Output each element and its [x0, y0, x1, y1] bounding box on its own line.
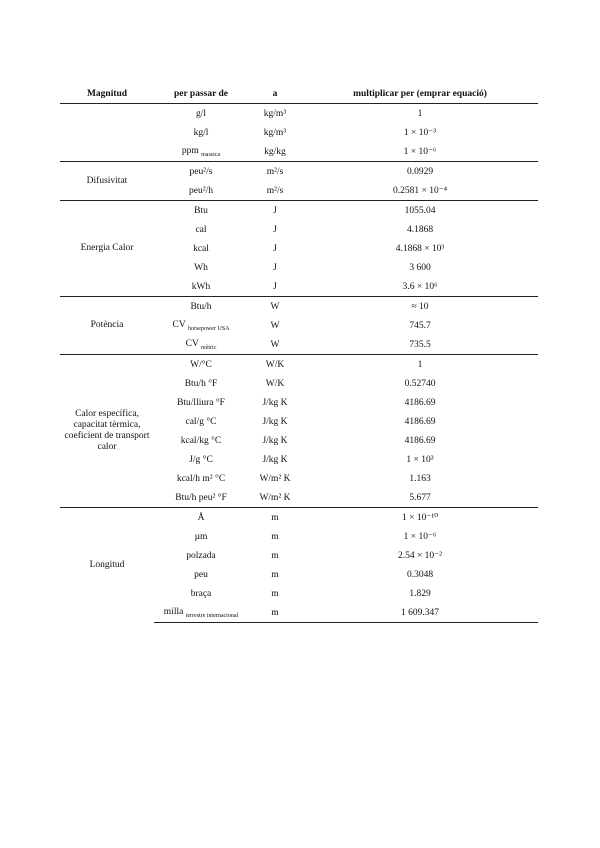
to-unit-cell: m [271, 550, 279, 561]
from-unit: Btu/lliura °F [177, 397, 225, 408]
table-row [60, 355, 538, 375]
from-unit: g/l [195, 108, 207, 119]
from-unit-cell [154, 181, 248, 201]
factor-cell: 4186.69 [404, 416, 436, 427]
factor-cell: 1 [302, 355, 538, 375]
from-unit: Wh [194, 262, 208, 273]
factor-cell: 745.7 [409, 320, 431, 331]
to-unit-cell: m [248, 603, 302, 623]
to-unit-cell: J [273, 262, 277, 273]
factor-cell: 1 × 10⁻⁶ [403, 532, 437, 542]
to-unit-cell: J [248, 201, 302, 221]
to-unit-cell: m²/s [248, 162, 302, 182]
magnitude-cell: Longitud [60, 508, 154, 623]
from-unit: braça [190, 588, 212, 599]
from-unit-cell [154, 258, 248, 277]
from-unit-cell [154, 316, 248, 335]
header-multiplicar-per: multiplicar per (emprar equació) [302, 85, 538, 104]
table-header-row [60, 85, 538, 104]
from-unit-cell [154, 162, 248, 182]
to-unit-cell: kg/m³ [263, 127, 287, 138]
from-unit: µm [194, 531, 208, 542]
to-unit-cell: J/kg K [262, 435, 288, 446]
factor-cell: 0.3048 [406, 569, 434, 580]
header-magnitud: Magnitud [60, 85, 154, 104]
from-unit-cell [154, 603, 248, 623]
from-unit: cal [195, 224, 207, 235]
from-unit-cell [154, 277, 248, 297]
from-unit: peu²/s [189, 166, 213, 177]
unit-conversion-table [60, 85, 538, 623]
from-unit-cell [154, 527, 248, 546]
factor-cell: 1 × 10⁻³ [403, 128, 437, 138]
from-unit-cell [154, 488, 248, 508]
to-unit-cell: W [270, 320, 280, 331]
from-unit-subscript: terrestre internacional [185, 612, 239, 619]
factor-cell: 1 609.347 [302, 603, 538, 623]
table-row [60, 508, 538, 528]
from-unit-cell [154, 546, 248, 565]
from-unit: kcal [193, 243, 209, 254]
factor-cell: 0.2581 × 10⁻⁴ [392, 186, 448, 196]
to-unit-cell: W/m² K [259, 492, 291, 503]
factor-cell: 1 [302, 104, 538, 124]
from-unit-subscript: massica [201, 151, 221, 158]
magnitude-cell: Energia Calor [60, 201, 154, 297]
factor-cell: 1055.04 [302, 201, 538, 221]
from-unit: peu [194, 569, 208, 580]
from-unit-cell [154, 374, 248, 393]
to-unit-cell: W [270, 339, 280, 350]
from-unit-cell [154, 508, 248, 528]
to-unit-cell: m [271, 531, 279, 542]
factor-cell: 1.163 [409, 473, 431, 484]
from-unit: milla [163, 606, 184, 617]
from-unit-cell [154, 355, 248, 375]
magnitude-cell: Difusivitat [60, 162, 154, 201]
from-unit: CV [172, 319, 186, 330]
magnitude-cell: Potència [60, 297, 154, 355]
factor-cell: 1 × 10³ [406, 454, 434, 465]
table-row [60, 162, 538, 182]
from-unit-cell [154, 412, 248, 431]
from-unit: CV [185, 338, 199, 349]
factor-cell: 0.0929 [302, 162, 538, 182]
from-unit-cell [154, 565, 248, 584]
from-unit: polzada [186, 550, 216, 561]
to-unit-cell: kg/m³ [248, 104, 302, 124]
table-row [60, 201, 538, 221]
from-unit: Btu/h °F [184, 378, 218, 389]
from-unit: kcal/kg °C [180, 435, 222, 446]
factor-cell: 3 600 [409, 262, 431, 273]
to-unit-cell: m²/s [266, 185, 284, 196]
to-unit-cell: W/K [248, 355, 302, 375]
to-unit-cell: W/K [265, 378, 285, 389]
factor-cell: 1 × 10⁻¹⁰ [302, 508, 538, 528]
magnitude-cell [60, 104, 154, 162]
from-unit: kcal/h m² °C [176, 473, 226, 484]
to-unit-cell: J [273, 281, 277, 292]
to-unit-cell: J [273, 243, 277, 254]
from-unit-cell [154, 469, 248, 488]
from-unit-subscript: horsepower USA [187, 325, 230, 332]
header-a: a [248, 85, 302, 104]
from-unit-cell [154, 584, 248, 603]
factor-cell: 4186.69 [404, 397, 436, 408]
to-unit-cell: m [271, 569, 279, 580]
from-unit-cell [154, 201, 248, 221]
from-unit: ppm [181, 145, 199, 156]
to-unit-cell: J/kg K [262, 454, 288, 465]
from-unit: W/°C [190, 359, 212, 370]
from-unit-cell [154, 431, 248, 450]
to-unit-cell: m [248, 508, 302, 528]
factor-cell: 4.1868 [406, 224, 434, 235]
factor-cell: 1 × 10⁻⁶ [403, 147, 437, 157]
factor-cell: 4186.69 [404, 435, 436, 446]
factor-cell: 3.6 × 10⁶ [402, 281, 438, 292]
from-unit-cell [154, 142, 248, 162]
factor-cell: ≈ 10 [302, 297, 538, 317]
from-unit: Å [197, 512, 205, 523]
factor-cell: 2.54 × 10⁻² [397, 551, 443, 561]
from-unit-cell [154, 220, 248, 239]
from-unit: Btu [194, 205, 208, 216]
from-unit-subscript: mètric [201, 344, 217, 351]
from-unit-cell [154, 104, 248, 124]
to-unit-cell: m [271, 588, 279, 599]
to-unit-cell: J [273, 224, 277, 235]
from-unit: Btu/h [190, 301, 212, 312]
from-unit: Btu/h peu² °F [175, 492, 227, 503]
from-unit: peu²/h [189, 185, 213, 196]
to-unit-cell: J/kg K [262, 416, 288, 427]
factor-cell: 1.829 [409, 588, 431, 599]
from-unit-cell [154, 297, 248, 317]
factor-cell: 4.1868 × 10³ [395, 243, 445, 254]
from-unit-cell [154, 450, 248, 469]
from-unit-cell [154, 239, 248, 258]
to-unit-cell: kg/kg [264, 146, 286, 157]
from-unit-cell [154, 123, 248, 142]
from-unit: cal/g °C [185, 416, 217, 427]
from-unit: kg/l [193, 127, 209, 138]
header-per-passar-de: per passar de [154, 85, 248, 104]
from-unit: kWh [191, 281, 211, 292]
factor-cell: 735.5 [409, 339, 431, 350]
magnitude-cell: Calor específica, capacitat tèrmica, coeficient de transport calor [60, 355, 154, 508]
table-row [60, 297, 538, 317]
to-unit-cell: W [248, 297, 302, 317]
from-unit-cell [154, 335, 248, 355]
from-unit-cell [154, 393, 248, 412]
to-unit-cell: W/m² K [259, 473, 291, 484]
factor-cell: 5.677 [409, 492, 431, 503]
table-row [60, 104, 538, 124]
from-unit: J/g °C [189, 454, 213, 465]
to-unit-cell: J/kg K [262, 397, 288, 408]
factor-cell: 0.52740 [404, 378, 436, 389]
